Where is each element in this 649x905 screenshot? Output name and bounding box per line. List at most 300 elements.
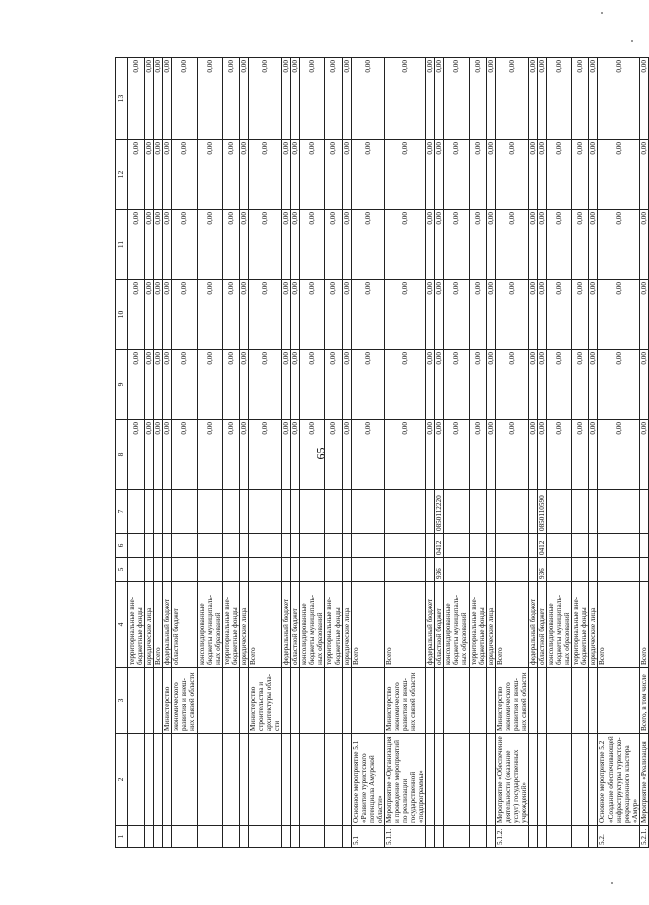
value-cell: 0,00: [300, 420, 325, 490]
value-cell: 0,00: [248, 210, 281, 280]
activity-cell: [248, 734, 281, 826]
code-rz-cell: [128, 534, 145, 558]
value-cell: 0,00: [128, 350, 145, 420]
value-cell: 0,00: [282, 58, 291, 140]
value-cell: 0,00: [384, 140, 425, 210]
code-rz-cell: [426, 534, 435, 558]
activity-cell: Основное мероприятие 5.2 «Создание обеспечивающей инфраструктуры туристско-рекреационного кластера «Амур»: [598, 734, 639, 826]
column-header: 5: [116, 558, 128, 582]
code-csr-cell: [384, 490, 425, 534]
funding-source-cell: Всего: [384, 582, 425, 668]
table-row: [547, 58, 572, 848]
value-cell: 0,00: [291, 350, 300, 420]
value-cell: 0,00: [528, 280, 537, 350]
value-cell: 0,00: [351, 140, 384, 210]
activity-cell: [589, 734, 598, 826]
code-csr-cell: [163, 490, 172, 534]
executor-cell: [435, 668, 444, 734]
value-cell: 0,00: [486, 420, 495, 490]
activity-cell: Мероприятие «Обеспечение деятельности (оказание услуг) государственных учреждений»: [495, 734, 528, 826]
activity-cell: [426, 734, 435, 826]
value-cell: 0,00: [163, 210, 172, 280]
funding-source-cell: Всего: [351, 582, 384, 668]
code-rz-cell: [495, 534, 528, 558]
code-csr-cell: [197, 490, 222, 534]
executor-cell: экономического развития и внеш-них связей области: [172, 668, 197, 734]
code-csr-cell: [300, 490, 325, 534]
value-cell: 0,00: [351, 210, 384, 280]
value-cell: 0,00: [598, 140, 639, 210]
value-cell: 0,00: [145, 350, 154, 420]
activity-cell: [128, 734, 145, 826]
code-csr-cell: [639, 490, 648, 534]
value-cell: 0,00: [128, 140, 145, 210]
code-grbs-cell: [282, 558, 291, 582]
value-cell: 0,00: [495, 210, 528, 280]
code-grbs-cell: [325, 558, 342, 582]
value-cell: 0,00: [197, 210, 222, 280]
code-csr-cell: [172, 490, 197, 534]
value-cell: 0,00: [469, 420, 486, 490]
code-grbs-cell: [248, 558, 281, 582]
value-cell: 0,00: [589, 140, 598, 210]
row-number-cell: 5.2.1.: [639, 826, 648, 848]
code-rz-cell: [154, 534, 163, 558]
funding-source-cell: Всего: [598, 582, 639, 668]
table-row: [197, 58, 222, 848]
row-number-cell: 5.1.1.: [384, 826, 425, 848]
code-grbs-cell: [197, 558, 222, 582]
value-cell: 0,00: [444, 58, 469, 140]
value-cell: 0,00: [239, 58, 248, 140]
activity-cell: [197, 734, 222, 826]
code-csr-cell: [291, 490, 300, 534]
funding-source-cell: юридические лица: [486, 582, 495, 668]
value-cell: 0,00: [248, 140, 281, 210]
value-cell: 0,00: [128, 280, 145, 350]
value-cell: 0,00: [538, 420, 547, 490]
funding-source-cell: юридические лица: [239, 582, 248, 668]
executor-cell: Всего, в том числе: [639, 668, 648, 734]
table-row: [572, 58, 589, 848]
executor-cell: [572, 668, 589, 734]
code-rz-cell: [547, 534, 572, 558]
value-cell: 0,00: [528, 210, 537, 280]
table-row: [538, 58, 547, 848]
value-cell: 0,00: [538, 280, 547, 350]
value-cell: 0,00: [426, 420, 435, 490]
code-rz-cell: [589, 534, 598, 558]
value-cell: 0,00: [128, 420, 145, 490]
value-cell: 0,00: [384, 350, 425, 420]
row-number-cell: [163, 826, 172, 848]
code-csr-cell: [495, 490, 528, 534]
code-rz-cell: [291, 534, 300, 558]
code-rz-cell: [639, 534, 648, 558]
value-cell: 0,00: [325, 280, 342, 350]
funding-source-cell: юридические лица: [145, 582, 154, 668]
row-number-cell: [128, 826, 145, 848]
activity-cell: Основное мероприятие 5.1 «Развитие туристского потенциала Амурской области»: [351, 734, 384, 826]
executor-cell: [145, 668, 154, 734]
value-cell: 0,00: [325, 210, 342, 280]
value-cell: 0,00: [172, 420, 197, 490]
funding-source-cell: областной бюджет: [435, 582, 444, 668]
table-row: [639, 58, 648, 848]
activity-cell: [469, 734, 486, 826]
column-header: 10: [116, 280, 128, 350]
value-cell: 0,00: [291, 210, 300, 280]
value-cell: 0,00: [486, 280, 495, 350]
value-cell: 0,00: [128, 58, 145, 140]
value-cell: 0,00: [426, 58, 435, 140]
value-cell: 0,00: [145, 58, 154, 140]
column-header: 6: [116, 534, 128, 558]
code-csr-cell: [486, 490, 495, 534]
table-row: [589, 58, 598, 848]
value-cell: 0,00: [325, 350, 342, 420]
table-row: [351, 58, 384, 848]
code-grbs-cell: [172, 558, 197, 582]
activity-cell: [444, 734, 469, 826]
value-cell: 0,00: [248, 350, 281, 420]
code-grbs-cell: [128, 558, 145, 582]
value-cell: 0,00: [239, 420, 248, 490]
code-csr-cell: [145, 490, 154, 534]
value-cell: 0,00: [291, 58, 300, 140]
code-grbs-cell: 936: [435, 558, 444, 582]
value-cell: 0,00: [547, 350, 572, 420]
column-header: 8: [116, 420, 128, 490]
code-csr-cell: [589, 490, 598, 534]
value-cell: 0,00: [639, 350, 648, 420]
value-cell: 0,00: [572, 140, 589, 210]
scan-speck: [601, 12, 603, 14]
value-cell: 0,00: [300, 58, 325, 140]
executor-cell: [128, 668, 145, 734]
value-cell: 0,00: [426, 280, 435, 350]
value-cell: 0,00: [572, 420, 589, 490]
value-cell: 0,00: [598, 280, 639, 350]
column-header: 4: [116, 582, 128, 668]
code-csr-cell: [282, 490, 291, 534]
value-cell: 0,00: [547, 420, 572, 490]
value-cell: 0,00: [351, 280, 384, 350]
funding-source-cell: федеральный бюджет: [528, 582, 537, 668]
activity-cell: [325, 734, 342, 826]
executor-cell: [528, 668, 537, 734]
funding-source-cell: консолидированные бюджеты муниципаль-ных образований: [300, 582, 325, 668]
funding-source-cell: областной бюджет: [291, 582, 300, 668]
value-cell: 0,00: [589, 280, 598, 350]
value-cell: 0,00: [172, 350, 197, 420]
code-grbs-cell: [547, 558, 572, 582]
value-cell: 0,00: [154, 350, 163, 420]
code-csr-cell: [598, 490, 639, 534]
row-number-cell: [145, 826, 154, 848]
value-cell: 0,00: [300, 210, 325, 280]
table-row: [384, 58, 425, 848]
value-cell: 0,00: [282, 140, 291, 210]
table-row: [154, 58, 163, 848]
table-body: [128, 58, 649, 848]
value-cell: 0,00: [239, 350, 248, 420]
value-cell: 0,00: [495, 140, 528, 210]
activity-cell: [547, 734, 572, 826]
funding-source-cell: Всего: [639, 582, 648, 668]
value-cell: 0,00: [300, 280, 325, 350]
executor-cell: [351, 668, 384, 734]
page-number: 65: [313, 447, 328, 460]
value-cell: 0,00: [469, 140, 486, 210]
value-cell: 0,00: [222, 280, 239, 350]
code-rz-cell: [163, 534, 172, 558]
funding-source-cell: территориальные вне-бюджетные фонды: [325, 582, 342, 668]
code-rz-cell: [486, 534, 495, 558]
value-cell: 0,00: [435, 140, 444, 210]
value-cell: 0,00: [598, 58, 639, 140]
code-grbs-cell: [145, 558, 154, 582]
table-row: [598, 58, 639, 848]
activity-cell: Мероприятие «Организация и проведение мероприятий по реализации государственной «подпрограммы»: [384, 734, 425, 826]
value-cell: 0,00: [239, 280, 248, 350]
code-rz-cell: [172, 534, 197, 558]
value-cell: 0,00: [528, 420, 537, 490]
activity-cell: [222, 734, 239, 826]
table-row: [239, 58, 248, 848]
value-cell: 0,00: [444, 280, 469, 350]
value-cell: 0,00: [444, 420, 469, 490]
code-grbs-cell: 936: [538, 558, 547, 582]
row-number-cell: [282, 826, 291, 848]
executor-cell: [444, 668, 469, 734]
value-cell: 0,00: [469, 58, 486, 140]
row-number-cell: 5.1.2.: [495, 826, 528, 848]
row-number-cell: [426, 826, 435, 848]
code-csr-cell: [128, 490, 145, 534]
executor-cell: [197, 668, 222, 734]
code-rz-cell: 0412: [538, 534, 547, 558]
code-grbs-cell: [444, 558, 469, 582]
value-cell: 0,00: [444, 210, 469, 280]
value-cell: 0,00: [325, 58, 342, 140]
row-number-cell: [444, 826, 469, 848]
code-csr-cell: 0850110590: [538, 490, 547, 534]
code-grbs-cell: [342, 558, 351, 582]
value-cell: 0,00: [222, 140, 239, 210]
code-rz-cell: [384, 534, 425, 558]
code-grbs-cell: [351, 558, 384, 582]
value-cell: 0,00: [291, 140, 300, 210]
row-number-cell: 5.1: [351, 826, 384, 848]
activity-cell: Мероприятие «Реализация: [639, 734, 648, 826]
executor-cell: [325, 668, 342, 734]
value-cell: 0,00: [639, 58, 648, 140]
value-cell: 0,00: [248, 420, 281, 490]
value-cell: 0,00: [154, 58, 163, 140]
value-cell: 0,00: [435, 280, 444, 350]
value-cell: 0,00: [154, 140, 163, 210]
value-cell: 0,00: [384, 280, 425, 350]
rotated-table-frame: [115, 60, 648, 848]
executor-cell: [222, 668, 239, 734]
table-row: [163, 58, 172, 848]
code-grbs-cell: [426, 558, 435, 582]
code-grbs-cell: [291, 558, 300, 582]
value-cell: 0,00: [197, 280, 222, 350]
value-cell: 0,00: [528, 140, 537, 210]
code-rz-cell: [282, 534, 291, 558]
executor-cell: [469, 668, 486, 734]
code-csr-cell: [528, 490, 537, 534]
value-cell: 0,00: [222, 420, 239, 490]
table-row: [528, 58, 537, 848]
value-cell: 0,00: [145, 210, 154, 280]
value-cell: 0,00: [538, 140, 547, 210]
value-cell: 0,00: [291, 420, 300, 490]
column-header: 13: [116, 58, 128, 140]
table-row: [291, 58, 300, 848]
activity-cell: [486, 734, 495, 826]
value-cell: 0,00: [572, 210, 589, 280]
value-cell: 0,00: [351, 420, 384, 490]
funding-source-cell: Всего: [495, 582, 528, 668]
value-cell: 0,00: [598, 420, 639, 490]
value-cell: 0,00: [528, 58, 537, 140]
row-number-cell: [547, 826, 572, 848]
executor-cell: [342, 668, 351, 734]
code-grbs-cell: [572, 558, 589, 582]
code-rz-cell: [222, 534, 239, 558]
code-grbs-cell: [154, 558, 163, 582]
value-cell: 0,00: [572, 58, 589, 140]
value-cell: 0,00: [145, 420, 154, 490]
value-cell: 0,00: [426, 140, 435, 210]
row-number-cell: [342, 826, 351, 848]
value-cell: 0,00: [538, 58, 547, 140]
value-cell: 0,00: [384, 58, 425, 140]
funding-source-cell: областной бюджет: [538, 582, 547, 668]
value-cell: 0,00: [547, 210, 572, 280]
activity-cell: [172, 734, 197, 826]
activity-cell: [145, 734, 154, 826]
value-cell: 0,00: [154, 210, 163, 280]
executor-cell: Министерство экономического развития и внеш-них связей области: [495, 668, 528, 734]
code-csr-cell: 0850112220: [435, 490, 444, 534]
value-cell: 0,00: [154, 420, 163, 490]
code-grbs-cell: [589, 558, 598, 582]
code-rz-cell: [300, 534, 325, 558]
activity-cell: [154, 734, 163, 826]
value-cell: 0,00: [639, 210, 648, 280]
activity-cell: [572, 734, 589, 826]
code-grbs-cell: [639, 558, 648, 582]
value-cell: 0,00: [435, 350, 444, 420]
funding-source-cell: Всего: [154, 582, 163, 668]
value-cell: 0,00: [426, 350, 435, 420]
value-cell: 0,00: [282, 350, 291, 420]
table-row: [342, 58, 351, 848]
value-cell: 0,00: [172, 58, 197, 140]
row-number-cell: [589, 826, 598, 848]
value-cell: 0,00: [444, 350, 469, 420]
value-cell: 0,00: [495, 280, 528, 350]
value-cell: 0,00: [163, 140, 172, 210]
code-csr-cell: [325, 490, 342, 534]
table-row: [248, 58, 281, 848]
value-cell: 0,00: [282, 210, 291, 280]
funding-source-cell: территориальные вне-бюджетные фонды: [572, 582, 589, 668]
value-cell: 0,00: [154, 280, 163, 350]
funding-source-cell: федеральный бюджет: [163, 582, 172, 668]
value-cell: 0,00: [547, 140, 572, 210]
executor-cell: [239, 668, 248, 734]
row-number-cell: [469, 826, 486, 848]
executor-cell: [538, 668, 547, 734]
code-csr-cell: [444, 490, 469, 534]
activity-cell: [291, 734, 300, 826]
funding-source-cell: юридические лица: [342, 582, 351, 668]
value-cell: 0,00: [145, 140, 154, 210]
funding-source-cell: консолидированные бюджеты муниципаль-ных образований: [547, 582, 572, 668]
row-number-cell: [172, 826, 197, 848]
value-cell: 0,00: [384, 210, 425, 280]
value-cell: 0,00: [300, 350, 325, 420]
table-row: [495, 58, 528, 848]
value-cell: 0,00: [426, 210, 435, 280]
value-cell: 0,00: [598, 350, 639, 420]
executor-cell: [486, 668, 495, 734]
funding-source-cell: Всего: [248, 582, 281, 668]
column-header: 1: [116, 826, 128, 848]
row-number-cell: [197, 826, 222, 848]
column-header: 12: [116, 140, 128, 210]
budget-table: [115, 57, 649, 848]
code-rz-cell: 0412: [435, 534, 444, 558]
funding-source-cell: юридические лица: [589, 582, 598, 668]
value-cell: 0,00: [325, 420, 342, 490]
value-cell: 0,00: [300, 140, 325, 210]
code-rz-cell: [528, 534, 537, 558]
code-rz-cell: [444, 534, 469, 558]
code-csr-cell: [222, 490, 239, 534]
table-row: [282, 58, 291, 848]
value-cell: 0,00: [342, 280, 351, 350]
value-cell: 0,00: [547, 280, 572, 350]
code-grbs-cell: [163, 558, 172, 582]
row-number-cell: [325, 826, 342, 848]
executor-cell: Министерство: [163, 668, 172, 734]
table-row: [300, 58, 325, 848]
value-cell: 0,00: [325, 140, 342, 210]
code-csr-cell: [154, 490, 163, 534]
code-grbs-cell: [469, 558, 486, 582]
code-grbs-cell: [528, 558, 537, 582]
code-rz-cell: [145, 534, 154, 558]
row-number-cell: [222, 826, 239, 848]
column-header: 2: [116, 734, 128, 826]
value-cell: 0,00: [282, 280, 291, 350]
scan-speck: [631, 40, 633, 42]
value-cell: 0,00: [528, 350, 537, 420]
value-cell: 0,00: [486, 58, 495, 140]
value-cell: 0,00: [589, 420, 598, 490]
activity-cell: [300, 734, 325, 826]
executor-cell: [154, 668, 163, 734]
value-cell: 0,00: [639, 280, 648, 350]
value-cell: 0,00: [172, 210, 197, 280]
value-cell: 0,00: [589, 58, 598, 140]
